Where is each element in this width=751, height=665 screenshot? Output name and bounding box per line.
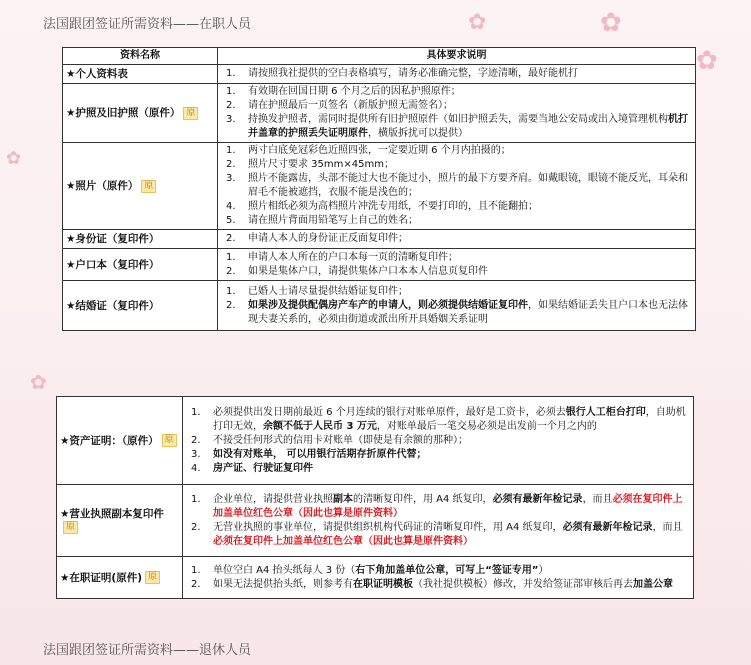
requirement-item (222, 144, 691, 158)
item-number: 4. (191, 462, 201, 474)
bold-emphasis-text: 机打并盖章的护照丢失证明原件 (248, 114, 688, 139)
item-text (248, 214, 691, 228)
requirement-item (222, 265, 691, 279)
document-name: ★营业执照副本复印件 (60, 507, 164, 520)
document-name: ★户口本（复印件） (66, 258, 160, 271)
requirement-item (222, 113, 691, 141)
flower-decoration-icon: ✿ (30, 370, 47, 394)
item-text (248, 85, 691, 99)
original-badge-icon: 原 (63, 521, 78, 534)
bold-emphasis-text: 房产证、行驶证复印件 (213, 462, 313, 474)
item-number: 3. (226, 114, 236, 125)
document-name: ★在职证明(原件) (60, 571, 143, 584)
table-row (57, 397, 694, 485)
item-number: 4. (226, 201, 236, 212)
requirements-cell (218, 143, 696, 230)
document-name-cell (57, 397, 183, 485)
item-text (248, 172, 691, 200)
requirements-cell (218, 65, 696, 84)
item-text (248, 299, 691, 327)
item-text (213, 434, 689, 448)
item-number: 2. (226, 265, 236, 277)
requirements-cell (183, 485, 694, 557)
document-name: ★结婚证（复印件） (66, 299, 160, 312)
bold-emphasis-text: 必须有最新年检记录 (492, 493, 583, 505)
item-text-part: 照片不能露齿，头部不能过大也不能过小，照片的最下方要齐肩。如戴眼镜，眼镜不能反光，耳朵和眉毛不能被遮挡，衣服不能是浅色的； (248, 173, 688, 198)
item-text-part: 请在照片背面用铅笔写上自己的姓名； (248, 215, 418, 226)
item-text (213, 521, 689, 549)
requirement-item (187, 578, 689, 592)
item-text-part: 请按照我社提供的空白表格填写，请务必准确完整，字迹清晰，最好能机打 (248, 68, 578, 79)
document-name-cell (63, 230, 218, 249)
red-emphasis-text: 必须在复印件上加盖单位红色公章（因此也算是原件资料） (213, 493, 683, 519)
table-body (57, 397, 694, 599)
item-number: 2. (226, 299, 236, 311)
requirements-cell (218, 230, 696, 249)
item-number: 1. (191, 564, 201, 576)
item-text-part: ，如果结婚证丢失且户口本也无法体现夫妻关系的，必须由街道或派出所开具婚姻关系证明 (248, 299, 688, 325)
requirements-cell (218, 84, 696, 143)
item-text-part: 必须提供出发日期前最近 6 个月连续的银行对账单原件，最好是工资卡，必须去 (213, 406, 566, 418)
item-text-part: 如果是集体户口，请提供集体户口本本人信息页复印件 (248, 265, 488, 277)
item-text (248, 285, 691, 299)
flower-decoration-icon: ✿ (600, 8, 622, 38)
item-text-part: 单位空白 A4 抬头纸每人 3 份（ (213, 564, 356, 576)
requirements-cell (183, 397, 694, 485)
item-text (213, 448, 689, 462)
requirement-item (222, 172, 691, 200)
requirement-item (222, 285, 691, 299)
table-row (57, 557, 694, 599)
item-number: 2. (191, 434, 201, 446)
requirement-item (187, 521, 689, 549)
document-name-cell (63, 65, 218, 84)
item-text-part: 两寸白底免冠彩色近照四张，一定要近期 6 个月内拍摄的； (248, 145, 511, 156)
bold-emphasis-text: 如没有对账单， 可以用银行活期存折原件代替； (213, 448, 427, 460)
item-number: 1. (226, 86, 236, 97)
item-number: 3. (191, 448, 201, 460)
requirement-item (222, 85, 691, 99)
item-text (213, 406, 689, 434)
bold-emphasis-text: 加盖公章 (633, 578, 673, 590)
table-row (63, 143, 696, 230)
requirement-item (222, 251, 691, 265)
item-number: 1. (226, 285, 236, 297)
document-name: ★身份证（复印件） (66, 233, 160, 245)
requirement-item (187, 448, 689, 462)
item-text-part: ，横版拆扰可以提供） (368, 128, 468, 139)
table-row (63, 84, 696, 143)
document-name: ★个人资料表 (66, 68, 128, 80)
item-text-part: 有效期在回国日期 6 个月之后的因私护照原件； (248, 86, 461, 97)
original-badge-icon: 原 (141, 180, 156, 193)
requirement-item (222, 99, 691, 113)
item-number: 2. (226, 159, 236, 170)
item-text-part: 请在护照最后一页签名（新版护照无需签名）； (248, 100, 453, 111)
item-number: 1. (226, 68, 236, 79)
requirements-cell (218, 281, 696, 331)
requirements-cell (183, 557, 694, 599)
bold-emphasis-text: 银行人工柜台打印 (565, 406, 646, 418)
table-row (63, 249, 696, 281)
original-badge-icon: 原 (183, 107, 198, 120)
item-text-part: 照片相纸必须为高档照片冲洗专用纸，不要打印的，且不能翻拍； (248, 201, 538, 212)
bold-emphasis-text: 副本 (333, 493, 353, 505)
item-text (248, 67, 691, 81)
bold-emphasis-text: 余额不低于人民币 3 万元 (263, 420, 377, 432)
item-number: 5. (226, 215, 236, 226)
item-number: 2. (226, 100, 236, 111)
requirement-item (222, 200, 691, 214)
table-row (57, 485, 694, 557)
item-number: 3. (226, 173, 236, 184)
header-requirements: 具体要求说明 (218, 48, 696, 65)
table-body (63, 65, 696, 331)
table-header-row (63, 48, 696, 65)
requirement-item (187, 493, 689, 521)
requirement-item (222, 299, 691, 327)
document-name-cell (63, 143, 218, 230)
document-name-cell (63, 84, 218, 143)
requirement-item (222, 214, 691, 228)
requirement-item (222, 158, 691, 172)
item-text-part: ，而且 (652, 521, 683, 533)
requirement-item (222, 67, 691, 81)
requirement-item (187, 564, 689, 578)
item-text (248, 158, 691, 172)
item-text-part: 申请人本人的身份证正反面复印件； (248, 233, 408, 244)
requirement-item (187, 406, 689, 434)
requirements-table-financial (56, 396, 694, 599)
item-text-part: 如果无法提供抬头纸，则参考有 (213, 578, 353, 590)
document-name-cell (63, 281, 218, 331)
flower-decoration-icon: ✿ (696, 46, 718, 76)
item-text-part: 照片尺寸要求 35mm×45mm； (248, 159, 394, 170)
item-number: 1. (191, 493, 201, 505)
requirement-item (222, 232, 691, 246)
item-text (248, 251, 691, 265)
item-text (248, 232, 691, 246)
item-text-part: 已婚人士请尽量提供结婚证复印件； (248, 285, 408, 297)
table-row (63, 65, 696, 84)
document-name-cell (57, 557, 183, 599)
header-document-name: 资料名称 (63, 48, 218, 65)
item-text-part: （我社提供模板）修改，并发给签证部审核后再去 (413, 578, 633, 590)
bold-emphasis-text: 右下角加盖单位公章，可写上“签证专用” (355, 564, 539, 576)
item-text-part: 持换发护照者，需同时提供所有旧护照原件（如旧护照丢失，需要当地公安局或出入境管理机构 (248, 114, 668, 125)
item-text (213, 564, 689, 578)
item-text-part: ，自助机打印无效， (213, 406, 686, 432)
item-text (248, 99, 691, 113)
item-number: 2. (226, 233, 236, 244)
original-badge-icon: 原 (162, 434, 177, 447)
page-heading-retired: 法国跟团签证所需资料——退休人员 (43, 643, 252, 658)
requirement-item (187, 434, 689, 448)
flower-decoration-icon: ✿ (468, 10, 487, 35)
item-text-part: 的清晰复印件，用 A4 纸复印， (353, 493, 493, 505)
item-text (213, 578, 689, 592)
item-number: 2. (191, 578, 201, 590)
item-text (248, 113, 691, 141)
document-name-cell (57, 485, 183, 557)
item-number: 2. (191, 521, 201, 533)
bold-emphasis-text: 如果涉及提供配偶房产车产的申请人，则必须提供结婚证复印件 (248, 299, 528, 311)
document-name: ★资产证明：（原件） (60, 434, 159, 447)
item-text-part: 不接受任何形式的信用卡对账单（即使是有余额的那种）； (213, 434, 468, 446)
bold-emphasis-text: 在职证明模板 (353, 578, 413, 590)
table-row (63, 281, 696, 331)
item-text-part: ，而且 (582, 493, 613, 505)
document-name: ★护照及旧护照（原件） (66, 107, 181, 119)
item-text-part: 无营业执照的事业单位，请提供组织机构代码证的清晰复印件，用 A4 纸复印， (213, 521, 563, 533)
item-text (248, 144, 691, 158)
item-text-part: 申请人本人所在的户口本每一页的清晰复印件； (248, 251, 458, 263)
item-text (213, 462, 689, 476)
document-name: ★照片（原件） (66, 180, 139, 192)
bold-emphasis-text: 必须有最新年检记录 (562, 521, 653, 533)
item-number: 1. (191, 406, 201, 418)
item-text-part: ） (538, 564, 549, 576)
red-emphasis-text: 必须在复印件上加盖单位红色公章（因此也算是原件资料） (213, 535, 473, 547)
item-text (248, 200, 691, 214)
original-badge-icon: 原 (145, 571, 160, 584)
table-row (63, 230, 696, 249)
document-name-cell (63, 249, 218, 281)
page-heading-employed: 法国跟团签证所需资料——在职人员 (43, 17, 252, 32)
item-text (248, 265, 691, 279)
item-text (213, 493, 689, 521)
requirements-cell (218, 249, 696, 281)
item-number: 1. (226, 251, 236, 263)
requirements-table-personal (62, 47, 696, 331)
requirement-item (187, 462, 689, 476)
flower-decoration-icon: ✿ (6, 148, 22, 169)
item-text-part: ，对账单最后一笔交易必须是出发前一个月之内的 (376, 420, 597, 432)
item-text-part: 企业单位，请提供营业执照 (213, 493, 333, 505)
item-number: 1. (226, 145, 236, 156)
